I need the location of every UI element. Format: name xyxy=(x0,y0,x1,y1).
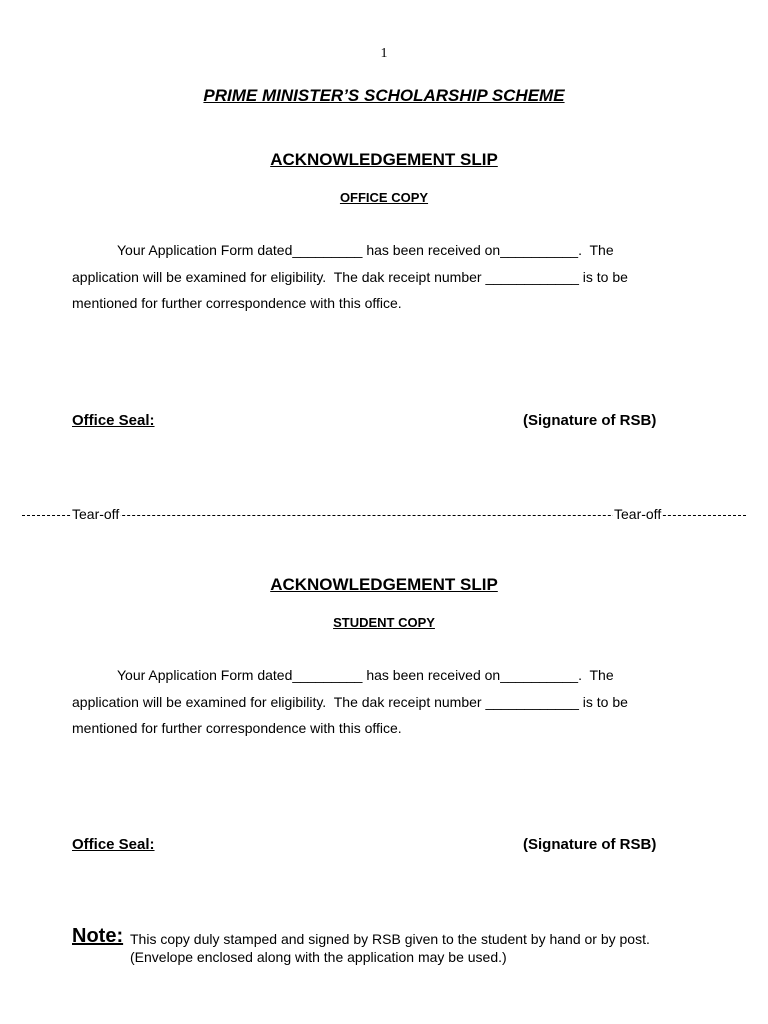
office-acknowledgement-paragraph xyxy=(72,237,702,317)
tear-off-line xyxy=(0,506,768,526)
office-signature-label: (Signature of RSB) xyxy=(523,412,657,429)
paragraph-line: Your Application Form dated_________ has been received on__________. The xyxy=(117,667,614,683)
document-title: PRIME MINISTER’S SCHOLARSHIP SCHEME xyxy=(203,86,565,105)
office-copy-label: OFFICE COPY xyxy=(339,190,429,205)
office-slip-title: ACKNOWLEDGEMENT SLIP xyxy=(270,150,498,169)
note-text xyxy=(130,930,750,966)
tear-off-label-left: Tear-off xyxy=(72,506,120,522)
paragraph-line: Your Application Form dated_________ has been received on__________. The xyxy=(117,242,614,258)
student-acknowledgement-paragraph xyxy=(72,662,702,742)
note-label: Note: xyxy=(72,925,124,947)
paragraph-line: application will be examined for eligibility. The dak receipt number ____________ is to be xyxy=(72,693,628,710)
student-copy-label: STUDENT COPY xyxy=(333,615,435,630)
paragraph-line: mentioned for further correspondence with this office. xyxy=(72,720,402,736)
page-number: 1 xyxy=(380,46,388,61)
paragraph-line: mentioned for further correspondence with this office. xyxy=(72,295,402,311)
note-line: (Envelope enclosed along with the application may be used.) xyxy=(130,949,507,965)
student-seal-label: Office Seal: xyxy=(72,836,155,853)
note-line: This copy duly stamped and signed by RSB given to the student by hand or by post. xyxy=(130,931,650,947)
student-slip-title: ACKNOWLEDGEMENT SLIP xyxy=(270,575,498,594)
student-signature-label: (Signature of RSB) xyxy=(523,836,657,853)
office-seal-label: Office Seal: xyxy=(72,412,155,429)
tear-off-label-right: Tear-off xyxy=(614,506,662,522)
paragraph-line: application will be examined for eligibility. The dak receipt number ____________ is to be xyxy=(72,268,628,285)
